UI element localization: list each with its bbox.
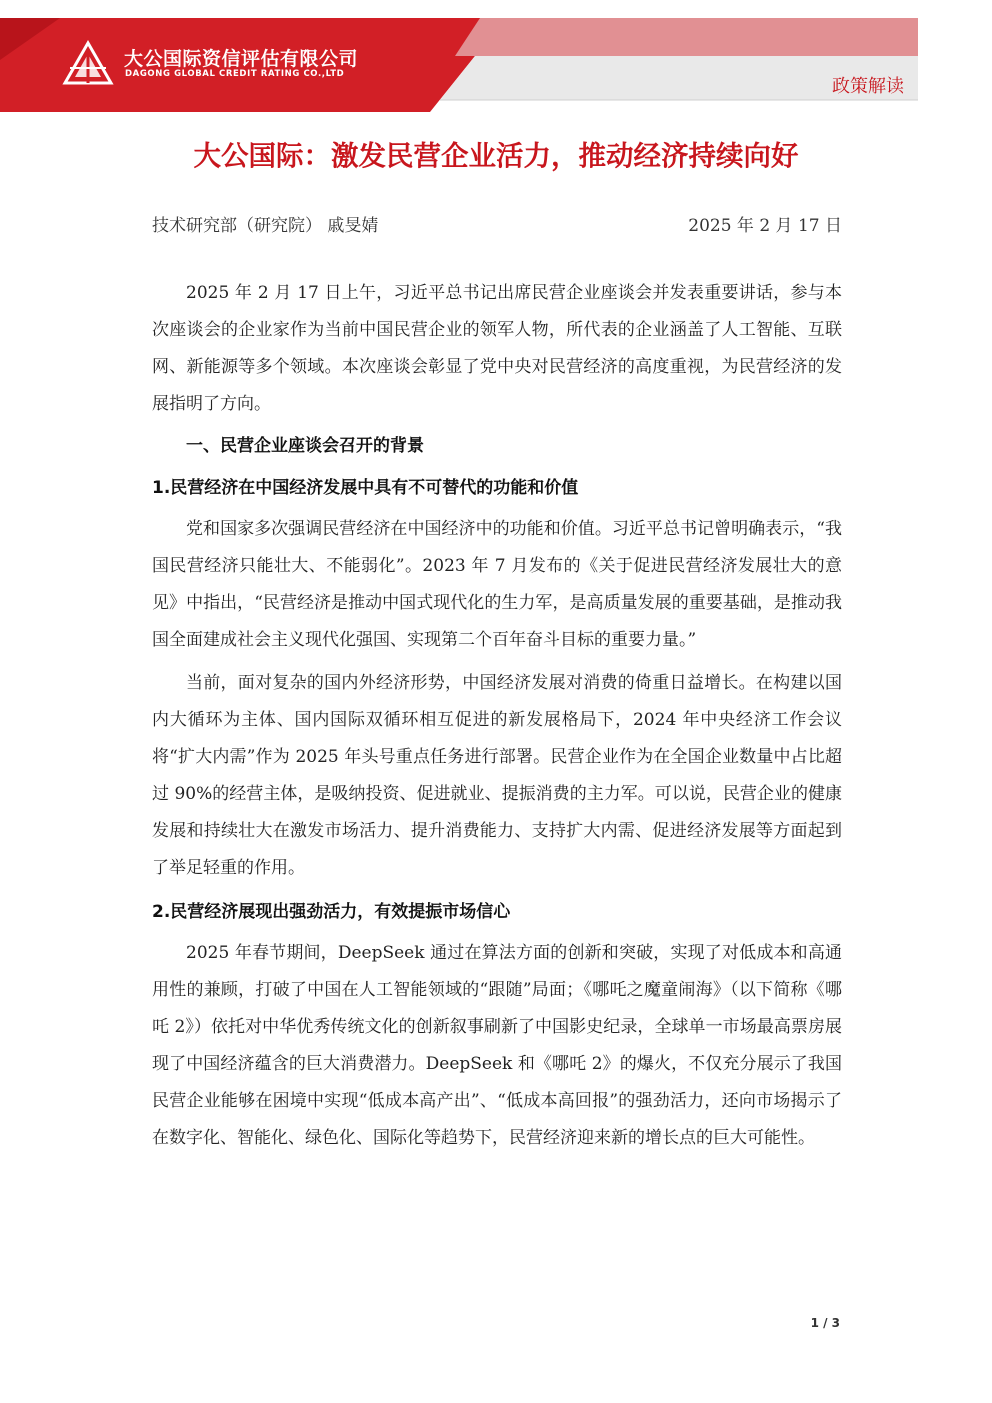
paragraph: 当前，面对复杂的国内外经济形势，中国经济发展对消费的倚重日益增长。在构建以国内大循环为主体、国内国际双循环相互促进的新发展格局下，2024 年中央经济工作会议将“扩大内需”作为 2025 年头号重点任务进行部署。民营企业作为在全国企业数量中占比超过 90%的经营主体，是吸纳投资、促进就业、提振消费的主力军。可以说，民营企业的健康发展和持续壮大在激发市场活力、提升消费能力、支持扩大内需、促进经济发展等方面起到了举足轻重的作用。 [152,673,842,878]
document-type-label: 政策解读 [832,76,904,97]
report-title: 大公国际：激发民营企业活力，推动经济持续向好 [193,140,799,172]
dagong-logo-icon [62,40,114,86]
company-name-cn: 大公国际资信评估有限公司 [124,48,359,70]
byline [152,211,842,239]
subsection-heading-1: 1.民营经济在中国经济发展中具有不可替代的功能和价值 [152,478,579,498]
article-body [152,275,842,1157]
paragraph: 2025 年春节期间，DeepSeek 通过在算法方面的创新和突破，实现了对低成本和高通用性的兼顾，打破了中国在人工智能领域的“跟随”局面；《哪吒之魔童闹海》（以下简称《哪吒 2》）依托对中华优秀传统文化的创新叙事刷新了中国影史纪录，全球单一市场最高票房展现了中国经济蕴含的巨大消费潜力。DeepSeek 和《哪吒 2》的爆火，不仅充分展示了我国民营企业能够在困境中实现“低成本高产出”、“低成本高回报”的强劲活力，还向市场揭示了在数字化、智能化、绿色化、国际化等趋势下，民营经济迎来新的增长点的巨大可能性。 [152,943,842,1148]
page-number: 1 / 3 [810,1316,840,1330]
company-name-en: DAGONG GLOBAL CREDIT RATING CO.,LTD [125,69,345,79]
section-heading-1: 一、民营企业座谈会召开的背景 [186,436,424,456]
intro-paragraph: 2025 年 2 月 17 日上午，习近平总书记出席民营企业座谈会并发表重要讲话，参与本次座谈会的企业家作为当前中国民营企业的领军人物，所代表的企业涵盖了人工智能、互联网、新能源等多个领域。本次座谈会彰显了党中央对民营经济的高度重视，为民营经济的发展指明了方向。 [152,283,842,414]
publish-date: 2025 年 2 月 17 日 [688,216,842,236]
subsection-heading-2: 2.民营经济展现出强劲活力，有效提振市场信心 [152,902,511,922]
author-line: 技术研究部（研究院） 戚旻婧 [152,216,379,236]
paragraph: 党和国家多次强调民营经济在中国经济中的功能和价值。习近平总书记曾明确表示，“我国民营经济只能壮大、不能弱化”。2023 年 7 月发布的《关于促进民营经济发展壮大的意见》中指出，“民营经济是推动中国式现代化的生力军，是高质量发展的重要基础，是推动我国全面建成社会主义现代化强国、实现第二个百年奋斗目标的重要力量。” [152,519,842,650]
